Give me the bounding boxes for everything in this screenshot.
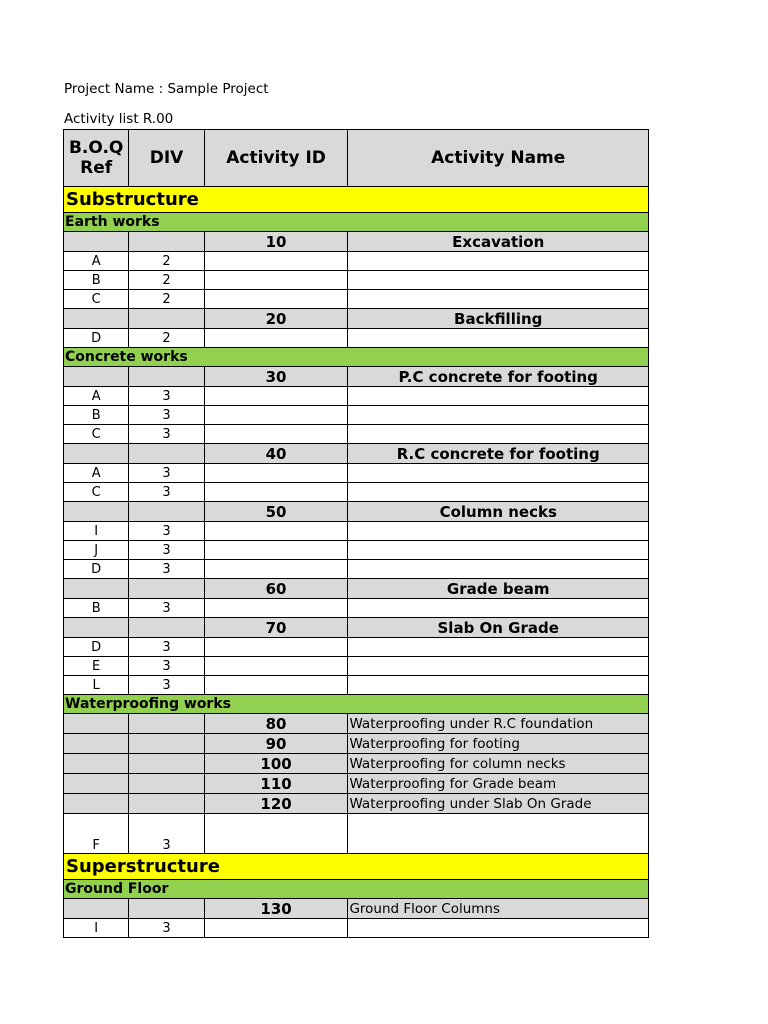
- activity-id-cell: [204, 464, 348, 483]
- activity-name-cell: [348, 657, 649, 676]
- div-cell: [129, 714, 204, 734]
- activity-id-cell: [204, 560, 348, 579]
- boq-ref-cell: E: [64, 657, 129, 676]
- activity-id-cell: [204, 541, 348, 560]
- activity-name-cell: [348, 387, 649, 406]
- boq-item-row: [64, 638, 649, 657]
- div-cell: 3: [129, 919, 204, 938]
- subsection-title: Earth works: [64, 213, 649, 232]
- activity-name-cell: [348, 406, 649, 425]
- activity-name-cell: Waterproofing under Slab On Grade: [348, 794, 649, 814]
- activity-row: [64, 444, 649, 464]
- boq-ref-cell: [64, 754, 129, 774]
- activity-name-cell: Column necks: [348, 502, 649, 522]
- div-cell: [129, 232, 204, 252]
- boq-ref-cell: A: [64, 464, 129, 483]
- subsection-row: [64, 213, 649, 232]
- activity-name-cell: Grade beam: [348, 579, 649, 599]
- boq-ref-cell: [64, 618, 129, 638]
- div-cell: [129, 367, 204, 387]
- boq-ref-cell: [64, 774, 129, 794]
- activity-row: [64, 714, 649, 734]
- header-activity-id: Activity ID: [204, 130, 348, 187]
- boq-item-row: [64, 290, 649, 309]
- activity-table: [63, 129, 649, 938]
- section-row: [64, 854, 649, 880]
- boq-ref-cell: [64, 734, 129, 754]
- activity-name-cell: [348, 638, 649, 657]
- activity-row: [64, 309, 649, 329]
- activity-name-cell: [348, 522, 649, 541]
- div-cell: 3: [129, 522, 204, 541]
- activity-id-cell: [204, 599, 348, 618]
- boq-ref-cell: A: [64, 387, 129, 406]
- activity-id-cell: 40: [204, 444, 348, 464]
- activity-id-cell: 50: [204, 502, 348, 522]
- activity-name-cell: R.C concrete for footing: [348, 444, 649, 464]
- activity-row: [64, 232, 649, 252]
- activity-id-cell: [204, 406, 348, 425]
- boq-ref-cell: [64, 579, 129, 599]
- boq-item-row: [64, 657, 649, 676]
- section-title: Substructure: [64, 187, 649, 213]
- div-cell: [129, 774, 204, 794]
- boq-ref-cell: D: [64, 560, 129, 579]
- activity-name-cell: Backfilling: [348, 309, 649, 329]
- div-cell: 3: [129, 814, 204, 854]
- div-cell: 3: [129, 387, 204, 406]
- div-cell: 3: [129, 464, 204, 483]
- activity-id-cell: 70: [204, 618, 348, 638]
- activity-name-cell: [348, 464, 649, 483]
- activity-name-cell: Waterproofing under R.C foundation: [348, 714, 649, 734]
- activity-id-cell: 120: [204, 794, 348, 814]
- div-cell: [129, 579, 204, 599]
- div-cell: 2: [129, 290, 204, 309]
- activity-name-cell: [348, 541, 649, 560]
- activity-name-cell: [348, 599, 649, 618]
- boq-ref-cell: I: [64, 522, 129, 541]
- boq-item-row: [64, 560, 649, 579]
- subsection-title: Concrete works: [64, 348, 649, 367]
- boq-ref-cell: I: [64, 919, 129, 938]
- subsection-row: [64, 880, 649, 899]
- activity-name-cell: [348, 271, 649, 290]
- activity-list-label: Activity list R.00: [64, 111, 174, 127]
- div-cell: 3: [129, 638, 204, 657]
- div-cell: 3: [129, 599, 204, 618]
- activity-name-cell: [348, 560, 649, 579]
- activity-id-cell: [204, 919, 348, 938]
- boq-ref-cell: [64, 232, 129, 252]
- subsection-title: Waterproofing works: [64, 695, 649, 714]
- boq-item-row: [64, 919, 649, 938]
- boq-item-row: [64, 252, 649, 271]
- boq-ref-cell: B: [64, 271, 129, 290]
- div-cell: [129, 899, 204, 919]
- boq-item-row: [64, 271, 649, 290]
- div-cell: [129, 502, 204, 522]
- activity-id-cell: 100: [204, 754, 348, 774]
- div-cell: [129, 734, 204, 754]
- subsection-row: [64, 348, 649, 367]
- activity-row: [64, 367, 649, 387]
- activity-id-cell: [204, 425, 348, 444]
- activity-name-cell: Ground Floor Columns: [348, 899, 649, 919]
- activity-id-cell: 80: [204, 714, 348, 734]
- activity-name-cell: Excavation: [348, 232, 649, 252]
- activity-id-cell: 60: [204, 579, 348, 599]
- activity-name-cell: [348, 814, 649, 854]
- activity-id-cell: 20: [204, 309, 348, 329]
- activity-name-cell: [348, 329, 649, 348]
- activity-name-cell: P.C concrete for footing: [348, 367, 649, 387]
- activity-id-cell: [204, 290, 348, 309]
- activity-row: [64, 618, 649, 638]
- boq-ref-cell: F: [64, 814, 129, 854]
- activity-name-cell: [348, 425, 649, 444]
- boq-ref-cell: [64, 309, 129, 329]
- div-cell: 2: [129, 271, 204, 290]
- boq-item-row: [64, 329, 649, 348]
- div-cell: 3: [129, 406, 204, 425]
- project-name-label: Project Name : Sample Project: [64, 81, 269, 97]
- boq-ref-cell: [64, 367, 129, 387]
- boq-ref-cell: [64, 444, 129, 464]
- div-cell: [129, 754, 204, 774]
- activity-id-cell: 110: [204, 774, 348, 794]
- boq-ref-cell: [64, 502, 129, 522]
- boq-ref-cell: [64, 899, 129, 919]
- activity-name-cell: [348, 290, 649, 309]
- section-title: Superstructure: [64, 854, 649, 880]
- boq-item-row: [64, 599, 649, 618]
- activity-row: [64, 579, 649, 599]
- div-cell: 3: [129, 560, 204, 579]
- boq-ref-cell: J: [64, 541, 129, 560]
- boq-item-row: [64, 676, 649, 695]
- div-cell: 3: [129, 425, 204, 444]
- div-cell: 2: [129, 252, 204, 271]
- div-cell: 3: [129, 483, 204, 502]
- boq-item-row: [64, 464, 649, 483]
- div-cell: 2: [129, 329, 204, 348]
- boq-item-row: [64, 425, 649, 444]
- activity-name-cell: Waterproofing for Grade beam: [348, 774, 649, 794]
- activity-name-cell: [348, 676, 649, 695]
- div-cell: 3: [129, 657, 204, 676]
- activity-id-cell: [204, 638, 348, 657]
- boq-ref-cell: D: [64, 638, 129, 657]
- boq-ref-cell: C: [64, 483, 129, 502]
- boq-item-row: [64, 814, 649, 854]
- activity-name-cell: Waterproofing for footing: [348, 734, 649, 754]
- div-cell: [129, 444, 204, 464]
- activity-name-cell: Waterproofing for column necks: [348, 754, 649, 774]
- activity-name-cell: [348, 483, 649, 502]
- section-row: [64, 187, 649, 213]
- header-div: DIV: [129, 130, 204, 187]
- boq-ref-cell: [64, 714, 129, 734]
- div-cell: 3: [129, 676, 204, 695]
- boq-ref-cell: C: [64, 425, 129, 444]
- activity-id-cell: 10: [204, 232, 348, 252]
- subsection-row: [64, 695, 649, 714]
- activity-row: [64, 754, 649, 774]
- div-cell: [129, 309, 204, 329]
- header-row: [64, 130, 649, 187]
- boq-ref-cell: A: [64, 252, 129, 271]
- activity-id-cell: [204, 657, 348, 676]
- activity-id-cell: [204, 271, 348, 290]
- header-activity-name: Activity Name: [348, 130, 649, 187]
- activity-row: [64, 774, 649, 794]
- div-cell: [129, 794, 204, 814]
- activity-id-cell: [204, 676, 348, 695]
- activity-id-cell: 30: [204, 367, 348, 387]
- div-cell: [129, 618, 204, 638]
- boq-ref-cell: B: [64, 406, 129, 425]
- boq-ref-cell: [64, 794, 129, 814]
- boq-ref-cell: B: [64, 599, 129, 618]
- boq-item-row: [64, 387, 649, 406]
- activity-id-cell: [204, 814, 348, 854]
- activity-id-cell: [204, 252, 348, 271]
- activity-id-cell: [204, 387, 348, 406]
- boq-item-row: [64, 522, 649, 541]
- activity-row: [64, 899, 649, 919]
- boq-item-row: [64, 541, 649, 560]
- activity-name-cell: [348, 252, 649, 271]
- activity-id-cell: 90: [204, 734, 348, 754]
- activity-id-cell: [204, 483, 348, 502]
- header-boq-ref: B.O.Q Ref: [64, 130, 129, 187]
- boq-ref-cell: L: [64, 676, 129, 695]
- activity-row: [64, 794, 649, 814]
- boq-ref-cell: D: [64, 329, 129, 348]
- boq-item-row: [64, 483, 649, 502]
- boq-item-row: [64, 406, 649, 425]
- activity-id-cell: [204, 329, 348, 348]
- boq-ref-cell: C: [64, 290, 129, 309]
- activity-name-cell: [348, 919, 649, 938]
- subsection-title: Ground Floor: [64, 880, 649, 899]
- activity-row: [64, 734, 649, 754]
- activity-id-cell: [204, 522, 348, 541]
- activity-row: [64, 502, 649, 522]
- div-cell: 3: [129, 541, 204, 560]
- activity-id-cell: 130: [204, 899, 348, 919]
- activity-name-cell: Slab On Grade: [348, 618, 649, 638]
